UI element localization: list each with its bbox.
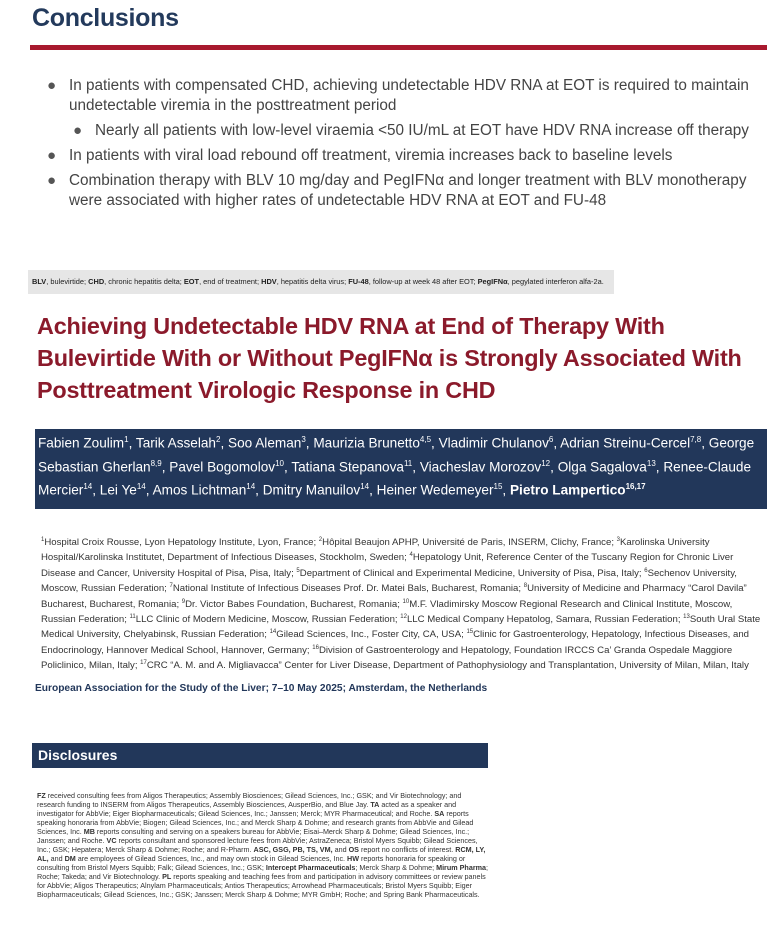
bullet-icon: ● [47,77,57,94]
conclusion-sub-bullet: ● Nearly all patients with low-level viraemia <50 IU/mL at EOT have HDV RNA increase off therapy [73,122,749,139]
conclusion-bullet: ● Combination therapy with BLV 10 mg/day and PegIFNα and longer treatment with BLV monotherapy were associated with higher rates of undetectable HDV RNA at EOT and FU-48 [47,172,747,209]
conclusion-bullet: ● In patients with compensated CHD, achieving undetectable HDV RNA at EOT is required to maintain undetectable viremia in the posttreatment period [47,77,749,114]
conclusions-list [45,76,767,216]
bullet-icon: ● [73,122,83,139]
bullet-icon: ● [47,172,57,189]
disclosures-text: FZ received consulting fees from Aligos Therapeutics; Assembly Biosciences; Gilead Sciences, Inc.; GSK; and Vir Biotechnology; and research funding to INSERM from Aligos Therapeutics, Assembly Biosciences, AusperBio, and Blue Jay. TA acted as a speaker and investigator for AbbVie; Eiger Biopharmaceuticals; Gilead Sciences, Inc.; Janssen; Merck; MYR Pharmaceutical; and Roche. SA reports speaking honoraria from AbbVie; Biogen; Gilead Sciences, Inc.; and Merck Sharp & Dohme; and research grants from AbbVie and Gilead Sciences, Inc. MB reports consulting and serving on a speakers bureau for AbbVie; Eisai–Merck Sharp & Dohme; Gilead Sciences, Inc.; Janssen; and Roche. VC reports consultant and sponsored lecture fees from AbbVie; AstraZeneca; Bristol Myers Squibb; Gilead Sciences, Inc.; GSK; Hepatera; Merck Sharp & Dohme; Roche; and R-Pharm. ASC, GSG, PB, TS, VM, and OS report no conflicts of interest. RCM, LY, AL, and DM are employees of Gilead Sciences, Inc., and may own stock in Gilead Sciences, Inc. HW reports honoraria for speaking or consulting from Bristol Myers Squibb; Falk; Gilead Sciences, Inc.; GSK; Intercept Pharmaceuticals; Merck Sharp & Dohme; Mirum Pharma; Roche; Takeda; and Vir Biotechnology. PL reports speaking and teaching fees from and participation in advisory committees or review panels for AbbVie; Aligos Therapeutics; Alnylam Pharmaceuticals; Antios Therapeutics; Arrowhead Pharmaceuticals; Bristol Myers Squibb; Eiger Biopharmaceuticals; Gilead Sciences, Inc.; GSK; Janssen; Merck Sharp & Dohme; MYR GmbH; Roche; and Spring Bank Pharmaceuticals. [37,791,489,899]
title-divider [30,45,767,50]
abbreviations-footnote: BLV, bulevirtide; CHD, chronic hepatitis delta; EOT, end of treatment; HDV, hepatitis delta virus; FU-48, follow-up at week 48 after EOT; PegIFNα, pegylated interferon alfa-2a. [28,270,614,294]
congress-info: European Association for the Study of the Liver; 7–10 May 2025; Amsterdam, the Netherlands [35,683,488,694]
disclosures-heading: Disclosures [32,743,488,768]
poster-title: Achieving Undetectable HDV RNA at End of Therapy With Bulevirtide With or Without PegIFNα is Strongly Associated With Posttreatment Virologic Response in CHD [37,313,742,403]
conclusion-bullet: ● In patients with viral load rebound off treatment, viremia increases back to baseline levels [47,147,673,164]
conclusions-title: Conclusions [32,4,179,32]
affiliations: $^1$Hospital Croix Rousse, Lyon Hepatology Institute, Lyon, France; $^2$Hôpital Beaujon APHP, Université de Paris, INSERM, Clichy, France; $^3$Karolinska University Hospital/Karolinska Institutet, Department of Infectious Diseases, Stockholm, Sweden; $^4$Hepatology Unit, Reference Center of the Tuscany Region for Chronic Liver Disease and Cancer, University Hospital of Pisa, Pisa, Italy; $^5$Department of Clinical and Experimental Medicine, University of Pisa, Pisa, Italy; $^6$Sechenov University, Moscow, Russian Federation; $^7$National Institute of Infectious Diseases Prof. Dr. Matei Bals, Bucharest, Romania; $^8$University of Medicine and Pharmacy “Carol Davila” Bucharest, Bucharest, Romania; $^9$Dr. Victor Babes Foundation, Bucharest, Romania; $^{10}$M.F. Vladimirsky Moscow Regional Research and Clinical Institute, Moscow, Russian Federation; $^{11}$LLC Clinic of Modern Medicine, Moscow, Russian Federation; $^{12}$LLC Medical Company Hepatolog, Samara, Russian Federation; $^{13}$South Ural State Medical University, Chelyabinsk, Russian Federation; $^{14}$Gilead Sciences, Inc., Foster City, CA, USA; $^{15}$Clinic for Gastroenterology, Hepatology, Infectious Diseases, and Endocrinology, Hannover Medical School, Hannover, Germany; $^{16}$Division of Gastroenterology and Hepatology, Foundation IRCCS Ca’ Granda Ospedale Maggiore Policlinico, Milan, Italy; $^{17}$CRC “A. M. and A. Migliavacca” Center for Liver Disease, Department of Pathophysiology and Transplantation, University of Milan, Milan, Italy [41,537,761,672]
bullet-icon: ● [47,147,57,164]
author-list: Fabien Zoulim$^1$, Tarik Asselah$^2$, Soo Aleman$^3$, Maurizia Brunetto$^{4,5}$, Vladimir Chulanov$^6$, Adrian Streinu-Cercel$^{7,8}$, George Sebastian Gherlan$^{8,9}$, Pavel Bogomolov$^{10}$, Tatiana Stepanova$^{11}$, Viacheslav Morozov$^{12}$, Olga Sagalova$^{13}$, Renee-Claude Mercier$^{14}$, Lei Ye$^{14}$, Amos Lichtman$^{14}$, Dmitry Manuilov$^{14}$, Heiner Wedemeyer$^{15}$, Pietro Lampertico$^{16,17}$ [35,429,767,509]
